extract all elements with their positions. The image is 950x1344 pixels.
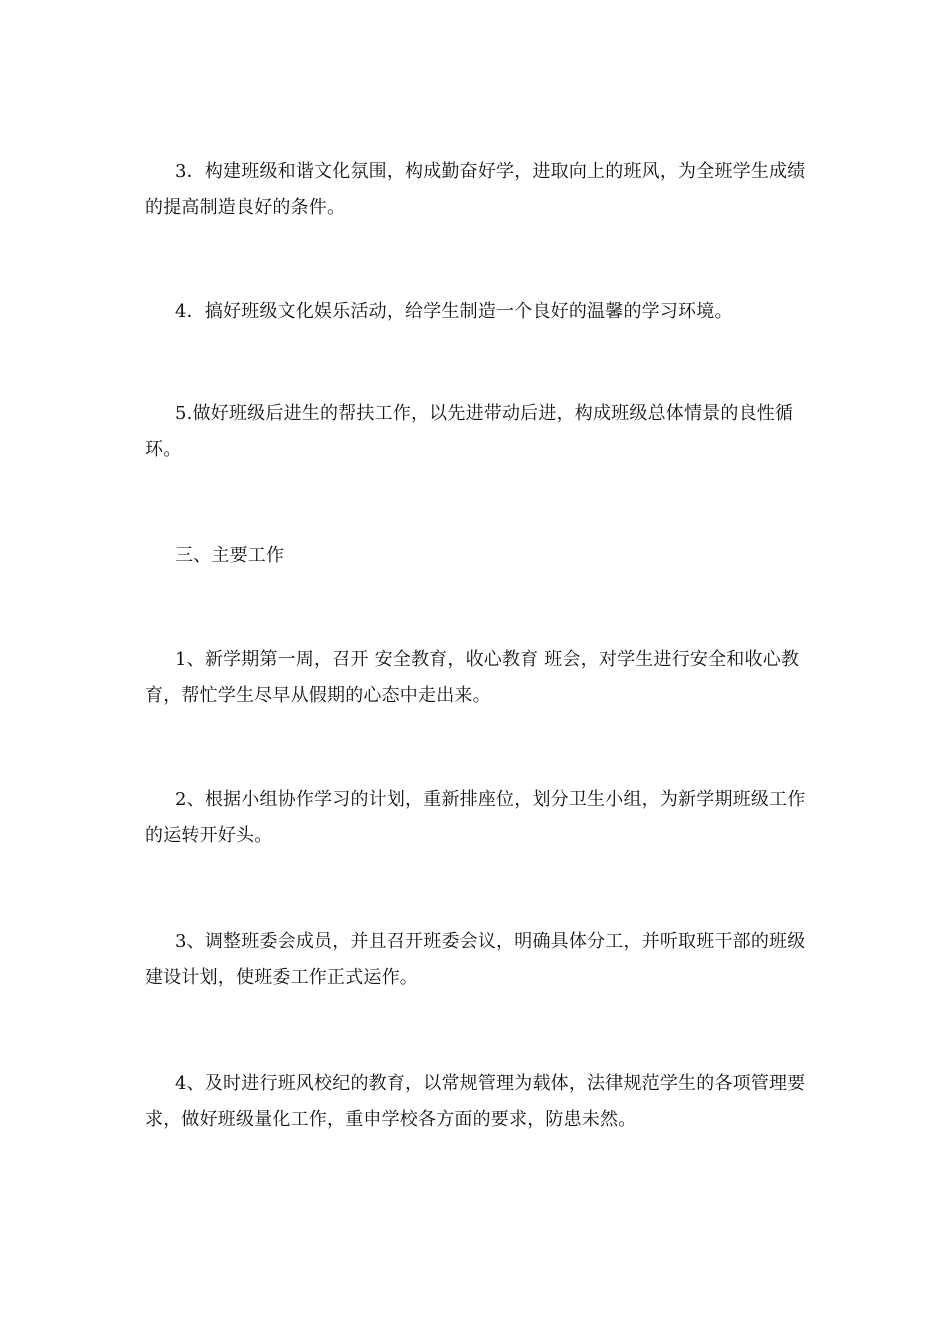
paragraph-goal-5: 5.做好班级后进生的帮扶工作，以先进带动后进，构成班级总体情景的良性循环。: [145, 403, 794, 460]
paragraph-work-3: 3、调整班委会成员，并且召开班委会议，明确具体分工，并听取班干部的班级建设计划，使班委工作正式运作。: [145, 931, 806, 988]
paragraph-goal-3: 3．构建班级和谐文化氛围，构成勤奋好学，进取向上的班风，为全班学生成绩的提高制造良好的条件。: [145, 161, 806, 218]
paragraph-work-4: 4、及时进行班风校纪的教育，以常规管理为载体，法律规范学生的各项管理要求，做好班级量化工作，重申学校各方面的要求，防患未然。: [145, 1073, 806, 1130]
paragraph-work-1: 1、新学期第一周，召开 安全教育，收心教育 班会，对学生进行安全和收心教育，帮忙学生尽早从假期的心态中走出来。: [145, 649, 800, 706]
paragraph-work-2: 2、根据小组协作学习的计划，重新排座位，划分卫生小组，为新学期班级工作的运转开好头。: [145, 789, 806, 846]
section-heading-main-work: 三、主要工作: [175, 545, 285, 566]
paragraph-goal-4: 4．搞好班级文化娱乐活动，给学生制造一个良好的温馨的学习环境。: [175, 301, 733, 322]
